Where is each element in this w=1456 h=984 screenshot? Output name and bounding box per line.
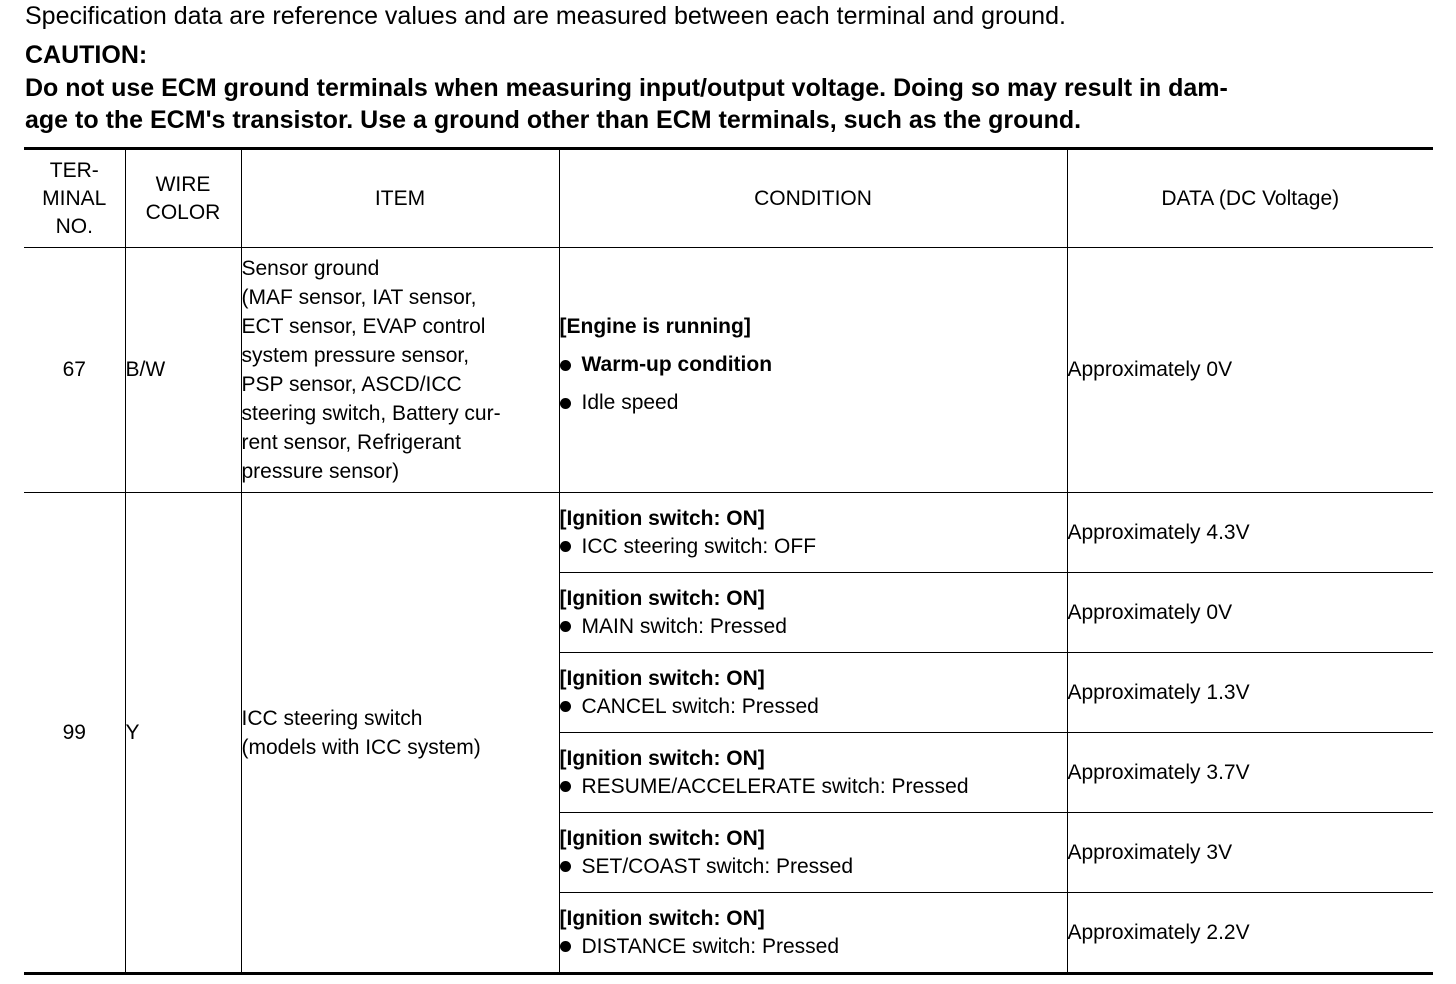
condition-title: [Ignition switch: ON] — [559, 586, 765, 610]
condition-cell — [559, 813, 1067, 893]
condition-item: MAIN switch: Pressed — [560, 613, 1067, 641]
condition-cell — [559, 733, 1067, 813]
bullet-icon — [560, 541, 571, 552]
caution-text — [25, 72, 1437, 136]
data-value: Approximately 4.3V — [1067, 493, 1433, 573]
data-value: Approximately 3V — [1067, 813, 1433, 893]
condition-item: Idle speed — [560, 389, 1067, 417]
condition-cell — [559, 573, 1067, 653]
condition-cell — [559, 493, 1067, 573]
condition-cell — [559, 248, 1067, 493]
table-row — [24, 248, 1433, 493]
condition-title: [Ignition switch: ON] — [559, 906, 765, 930]
condition-title: [Ignition switch: ON] — [559, 666, 765, 690]
condition-item: DISTANCE switch: Pressed — [560, 933, 1067, 961]
table-row — [24, 493, 1433, 573]
condition-cell — [559, 653, 1067, 733]
header-terminal-no: TER- MINAL NO. — [24, 149, 125, 248]
condition-item: RESUME/ACCELERATE switch: Pressed — [560, 773, 1067, 801]
terminal-spec-table — [24, 147, 1433, 975]
header-item: ITEM — [241, 149, 559, 248]
intro-text: Specification data are reference values and are measured between each terminal and ground. — [25, 2, 1066, 30]
wire-color: B/W — [125, 248, 241, 493]
wire-color: Y — [125, 493, 241, 974]
condition-cell — [559, 893, 1067, 974]
header-wire-color: WIRE COLOR — [125, 149, 241, 248]
bullet-icon — [560, 861, 571, 872]
data-value: Approximately 0V — [1067, 248, 1433, 493]
data-value: Approximately 0V — [1067, 573, 1433, 653]
bullet-icon — [560, 941, 571, 952]
header-data: DATA (DC Voltage) — [1067, 149, 1433, 248]
condition-title: [Ignition switch: ON] — [559, 506, 765, 530]
bullet-icon — [560, 621, 571, 632]
condition-title: [Ignition switch: ON] — [559, 746, 765, 770]
condition-item: CANCEL switch: Pressed — [560, 693, 1067, 721]
bullet-icon — [560, 781, 571, 792]
item-description: Sensor ground (MAF sensor, IAT sensor, ECT sensor, EVAP control system pressure sensor, PSP sensor, ASCD/ICC steering switch, Battery cur- rent sensor, Refrigerant pressure sensor) — [241, 248, 559, 493]
caution-line: age to the ECM's transistor. Use a ground other than ECM terminals, such as the ground. — [25, 106, 1082, 134]
condition-title: [Ignition switch: ON] — [559, 826, 765, 850]
data-value: Approximately 3.7V — [1067, 733, 1433, 813]
header-row — [24, 149, 1433, 248]
bullet-icon — [560, 398, 571, 409]
bullet-icon — [560, 701, 571, 712]
condition-item: ICC steering switch: OFF — [560, 533, 1067, 561]
bullet-icon — [560, 360, 571, 371]
terminal-number: 67 — [24, 248, 125, 493]
condition-title: [Engine is running] — [559, 315, 751, 338]
item-description: ICC steering switch (models with ICC system) — [241, 493, 559, 974]
data-value: Approximately 1.3V — [1067, 653, 1433, 733]
caution-heading: CAUTION: — [25, 41, 148, 69]
data-value: Approximately 2.2V — [1067, 893, 1433, 974]
condition-item: Warm-up condition — [560, 351, 1067, 379]
caution-line: Do not use ECM ground terminals when measuring input/output voltage. Doing so may result in dam- — [25, 74, 1228, 102]
terminal-number: 99 — [24, 493, 125, 974]
condition-item: SET/COAST switch: Pressed — [560, 853, 1067, 881]
header-condition: CONDITION — [559, 149, 1067, 248]
